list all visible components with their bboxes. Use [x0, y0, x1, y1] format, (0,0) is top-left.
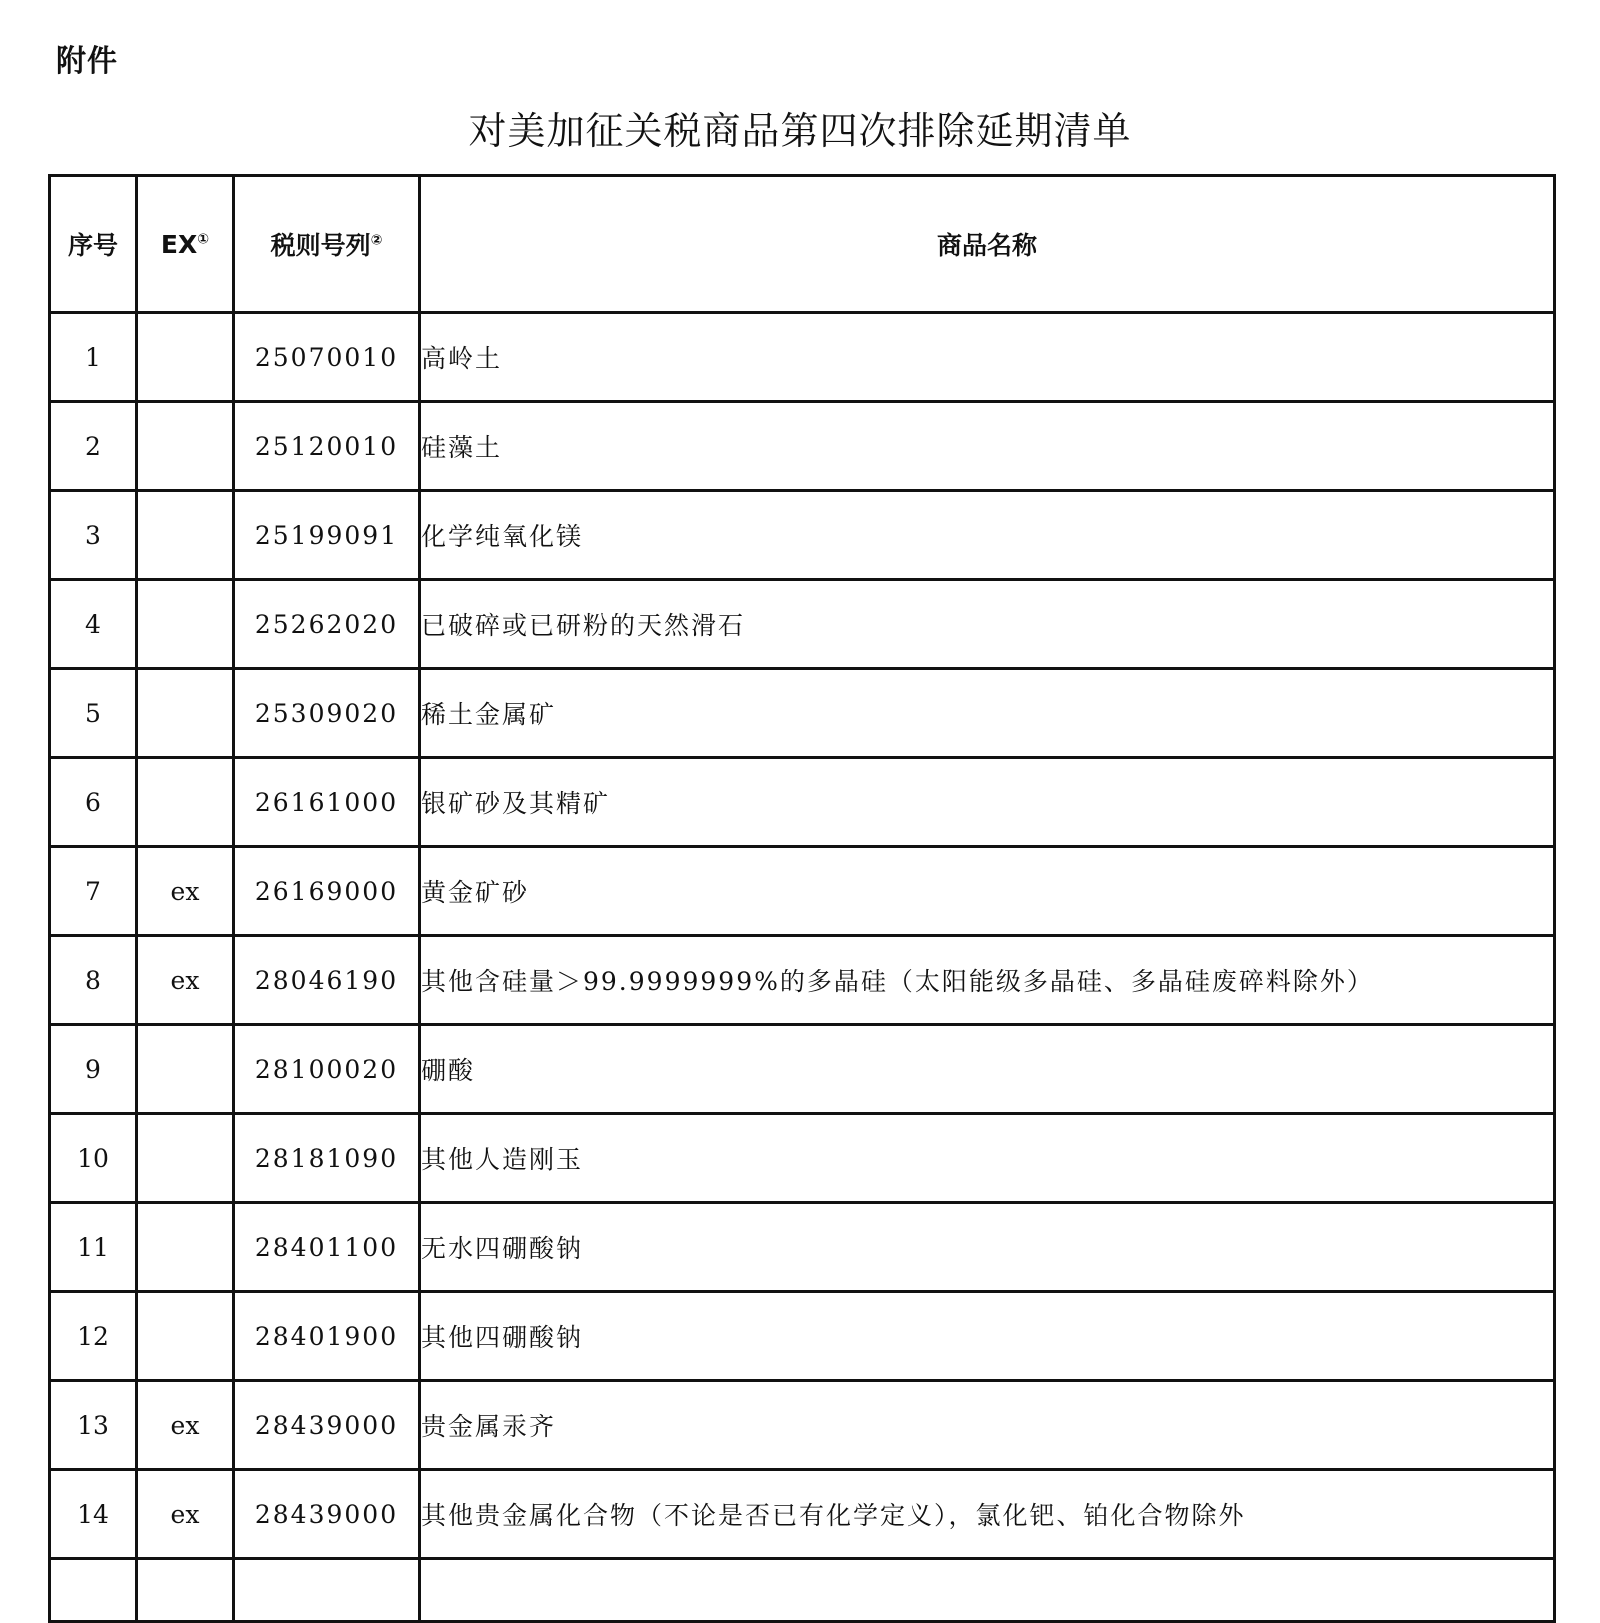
cell-product-name: 高岭土 [420, 313, 1555, 402]
header-seq [50, 176, 137, 313]
cell-ex: ex [137, 936, 234, 1025]
cell-tariff-code: 26161000 [234, 758, 420, 847]
cell-product-name: 其他贵金属化合物（不论是否已有化学定义），氯化钯、铂化合物除外 [420, 1470, 1555, 1559]
cell-seq: 8 [50, 936, 137, 1025]
table-row [50, 491, 1555, 580]
cell-product-name: 贵金属汞齐 [420, 1381, 1555, 1470]
cell-tariff-code: 26169000 [234, 847, 420, 936]
cell-ex: ex [137, 847, 234, 936]
table-cell-empty [50, 1559, 137, 1622]
header-product-name-label: 商品名称 [936, 231, 1037, 260]
table-row [50, 1470, 1555, 1559]
cell-tariff-code: 28439000 [234, 1381, 420, 1470]
cell-ex [137, 1203, 234, 1292]
footnote-mark-2: ② [370, 232, 383, 249]
header-ex-label: EX [160, 229, 198, 259]
cell-tariff-code: 28401900 [234, 1292, 420, 1381]
table-cell-empty [137, 1559, 234, 1622]
header-product-name [420, 176, 1555, 313]
attachment-label: 附件 [56, 44, 118, 79]
table-row [50, 1025, 1555, 1114]
cell-tariff-code: 25309020 [234, 669, 420, 758]
cell-tariff-code: 25199091 [234, 491, 420, 580]
table-row [50, 313, 1555, 402]
cell-product-name: 硼酸 [420, 1025, 1555, 1114]
cell-product-name: 其他含硅量＞99.9999999%的多晶硅（太阳能级多晶硅、多晶硅废碎料除外） [420, 936, 1555, 1025]
cell-ex: ex [137, 1381, 234, 1470]
table-cell-empty [234, 1559, 420, 1622]
cell-tariff-code: 28100020 [234, 1025, 420, 1114]
cell-product-name: 无水四硼酸钠 [420, 1203, 1555, 1292]
table-row [50, 1203, 1555, 1292]
table-row-partial [50, 1559, 1555, 1622]
cell-seq: 10 [50, 1114, 137, 1203]
cell-seq: 13 [50, 1381, 137, 1470]
table-row [50, 1292, 1555, 1381]
header-ex [137, 176, 234, 313]
cell-seq: 3 [50, 491, 137, 580]
cell-product-name: 化学纯氧化镁 [420, 491, 1555, 580]
table-row [50, 402, 1555, 491]
table-body [50, 313, 1555, 1622]
cell-product-name: 银矿砂及其精矿 [420, 758, 1555, 847]
cell-seq: 2 [50, 402, 137, 491]
cell-tariff-code: 28046190 [234, 936, 420, 1025]
header-tariff-code [234, 176, 420, 313]
cell-product-name: 稀土金属矿 [420, 669, 1555, 758]
cell-product-name: 黄金矿砂 [420, 847, 1555, 936]
cell-tariff-code: 28401100 [234, 1203, 420, 1292]
cell-product-name: 其他人造刚玉 [420, 1114, 1555, 1203]
cell-product-name: 其他四硼酸钠 [420, 1292, 1555, 1381]
table-row [50, 1381, 1555, 1470]
cell-ex [137, 758, 234, 847]
cell-product-name: 硅藻土 [420, 402, 1555, 491]
cell-ex [137, 580, 234, 669]
cell-tariff-code: 28181090 [234, 1114, 420, 1203]
cell-ex [137, 669, 234, 758]
table-row [50, 758, 1555, 847]
cell-seq: 7 [50, 847, 137, 936]
cell-ex [137, 1025, 234, 1114]
table-row [50, 847, 1555, 936]
cell-product-name: 已破碎或已研粉的天然滑石 [420, 580, 1555, 669]
cell-ex [137, 491, 234, 580]
cell-tariff-code: 25070010 [234, 313, 420, 402]
cell-tariff-code: 25120010 [234, 402, 420, 491]
table-row [50, 936, 1555, 1025]
cell-seq: 12 [50, 1292, 137, 1381]
table-row [50, 580, 1555, 669]
cell-seq: 5 [50, 669, 137, 758]
cell-seq: 11 [50, 1203, 137, 1292]
goods-table [48, 174, 1556, 1623]
cell-tariff-code: 25262020 [234, 580, 420, 669]
document-title: 对美加征关税商品第四次排除延期清单 [468, 109, 1132, 153]
footnote-mark-1: ① [197, 231, 210, 248]
cell-seq: 9 [50, 1025, 137, 1114]
table-row [50, 669, 1555, 758]
cell-seq: 6 [50, 758, 137, 847]
cell-seq: 14 [50, 1470, 137, 1559]
cell-ex [137, 1114, 234, 1203]
header-tariff-code-label: 税则号列 [270, 231, 371, 260]
table-cell-empty [420, 1559, 1555, 1622]
header-seq-label: 序号 [67, 231, 118, 260]
table-header-row [50, 176, 1555, 313]
cell-ex: ex [137, 1470, 234, 1559]
cell-ex [137, 313, 234, 402]
cell-tariff-code: 28439000 [234, 1470, 420, 1559]
cell-ex [137, 402, 234, 491]
cell-ex [137, 1292, 234, 1381]
table-row [50, 1114, 1555, 1203]
cell-seq: 1 [50, 313, 137, 402]
cell-seq: 4 [50, 580, 137, 669]
